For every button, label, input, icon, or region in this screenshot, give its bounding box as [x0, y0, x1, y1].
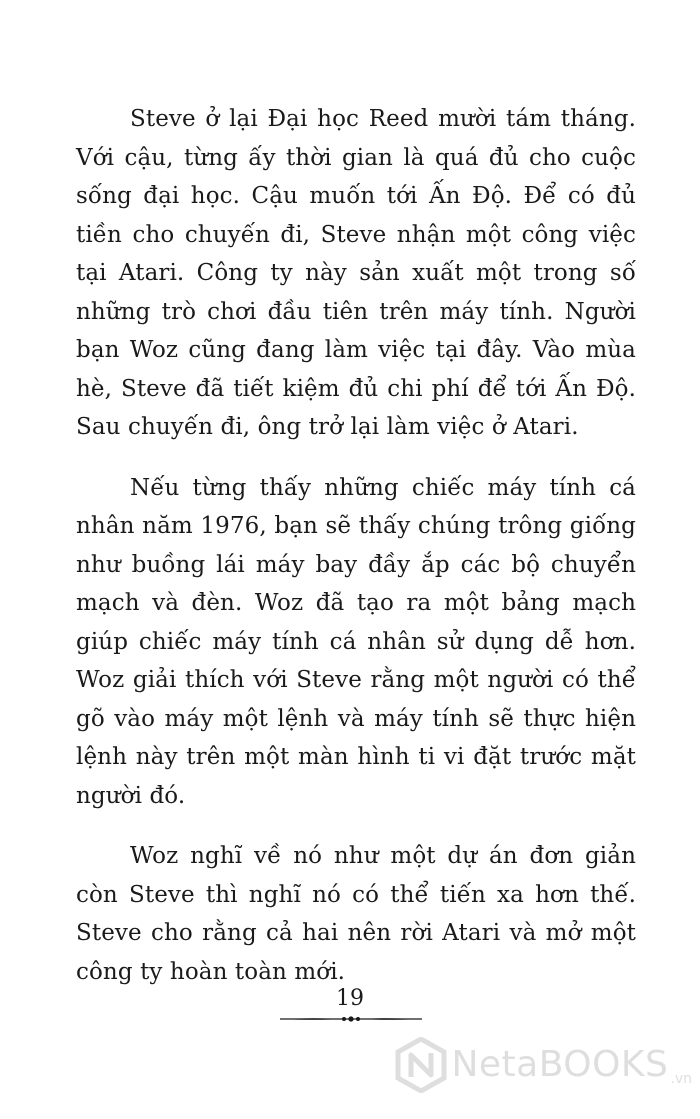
paragraph-1: Steve ở lại Đại học Reed mười tám tháng. Với cậu, từng ấy thời gian là quá đủ cho cuộc sống đại học. Cậu muốn tới Ấn Độ. Để có đủ tiền cho chuyến đi, Steve nhận một công việc tại Atari. Công ty này sản xuất một trong số những trò chơi đầu tiên trên máy tính. Người bạn Woz cũng đang làm việc tại đây. Vào mùa hè, Steve đã tiết kiệm đủ chi phí để tới Ấn Độ. Sau chuyến đi, ông trở lại làm việc ở Atari. — [76, 106, 636, 440]
netabooks-watermark — [395, 1037, 692, 1093]
netabooks-logo-icon — [395, 1037, 447, 1093]
paragraph-2: Nếu từng thấy những chiếc máy tính cá nhân năm 1976, bạn sẽ thấy chúng trông giống như buồng lái máy bay đầy ắp các bộ chuyển mạch và đèn. Woz đã tạo ra một bảng mạch giúp chiếc máy tính cá nhân sử dụng dễ hơn. Woz giải thích với Steve rằng một người có thể gõ vào máy một lệnh và máy tính sẽ thực hiện lệnh này trên một màn hình ti vi đặt trước mặt người đó. — [76, 474, 636, 809]
ornament-divider-icon — [278, 1012, 424, 1026]
watermark-brand: NetaBOOKS — [451, 1044, 669, 1085]
paragraph-3: Woz nghĩ về nó như một dự án đơn giản còn Steve thì nghĩ nó có thể tiến xa hơn thế. Steve cho rằng cả hai nên rời Atari và mở một công ty hoàn toàn mới. — [76, 843, 636, 985]
page-number: 19 — [336, 986, 364, 1011]
body-text — [76, 100, 636, 1013]
watermark-suffix: .vn — [670, 1071, 692, 1087]
